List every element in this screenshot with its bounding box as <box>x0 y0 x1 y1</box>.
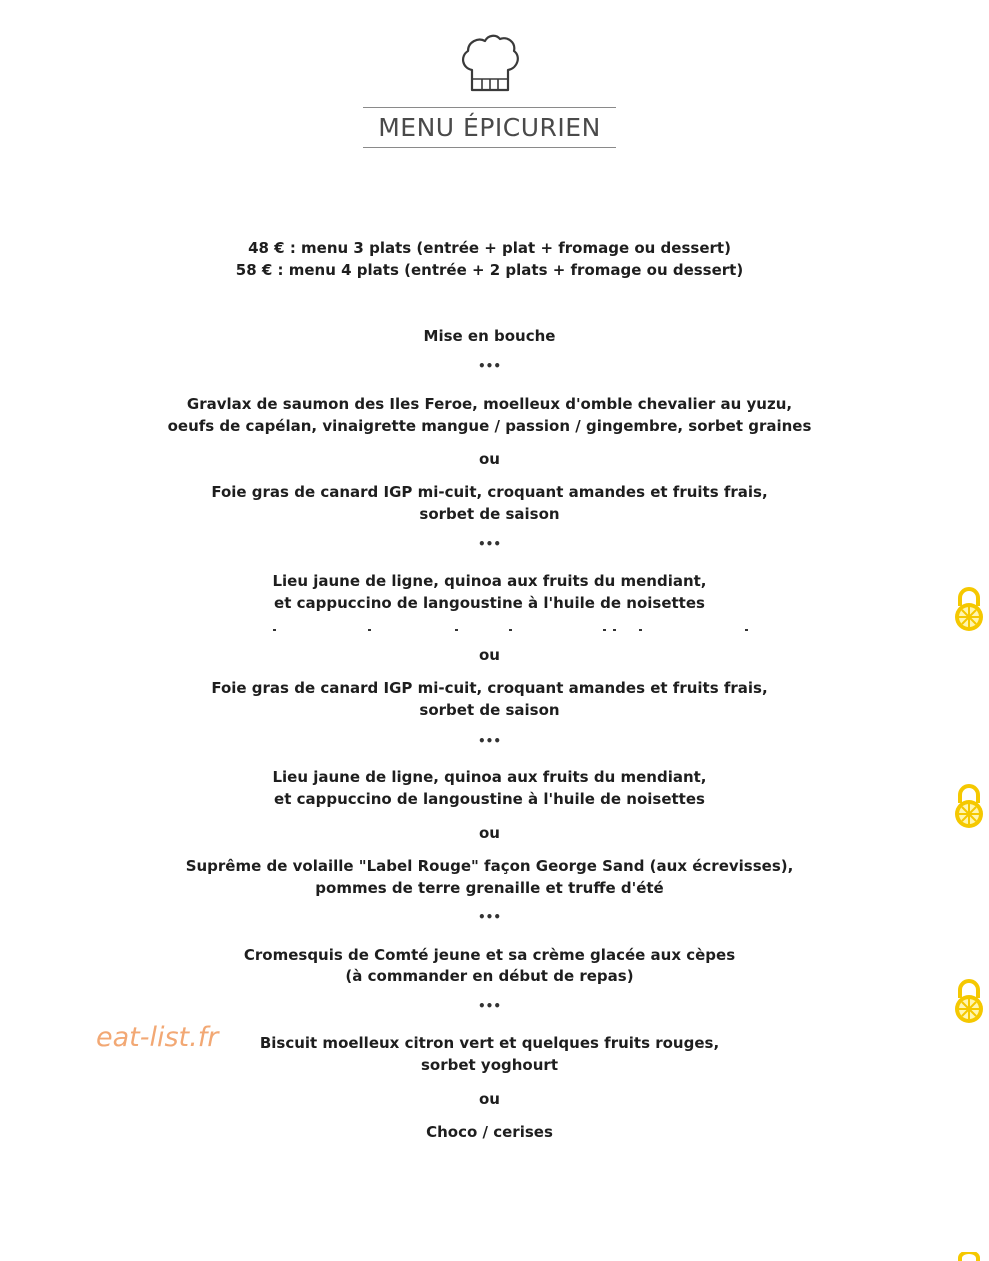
or-separator: ou <box>479 646 500 664</box>
dessert1-line1: Biscuit moelleux citron vert et quelques fruits rouges, <box>259 1034 720 1052</box>
separator-dots: ••• <box>477 734 501 748</box>
fish1-line1: Lieu jaune de ligne, quinoa aux fruits du mendiant, <box>272 572 707 590</box>
menu-title-box <box>363 107 616 148</box>
chef-hat-icon <box>458 34 522 94</box>
lemon-lock-icon <box>952 783 986 829</box>
lemon-lock-icon <box>952 978 986 1024</box>
price-line-4-courses: 58 € : menu 4 plats (entrée + 2 plats + fromage ou dessert) <box>235 261 744 279</box>
or-separator: ou <box>479 1090 500 1108</box>
main-line1: Suprême de volaille "Label Rouge" façon George Sand (aux écrevisses), <box>185 857 794 875</box>
lemon-lock-icon <box>952 1252 986 1261</box>
separator-dots: ••• <box>477 999 501 1013</box>
cheese-line2: (à commander en début de repas) <box>345 967 634 985</box>
starter1-line1: Gravlax de saumon des Iles Feroe, moelleux d'omble chevalier au yuzu, <box>186 395 793 413</box>
dessert1-line2: sorbet yoghourt <box>421 1056 558 1074</box>
separator-dots: ••• <box>477 910 501 924</box>
price-line-3-courses: 48 € : menu 3 plats (entrée + plat + fromage ou dessert) <box>248 239 731 257</box>
separator-dots: ••• <box>477 359 501 373</box>
starter2-line1: Foie gras de canard IGP mi-cuit, croquant amandes et fruits frais, <box>211 483 768 501</box>
page-title: MENU ÉPICURIEN <box>378 113 601 142</box>
starter2-repeat-line1: Foie gras de canard IGP mi-cuit, croquant amandes et fruits frais, <box>211 679 768 697</box>
starter2-repeat-line2: sorbet de saison <box>419 701 560 719</box>
fish1-line2: et cappuccino de langoustine à l'huile de noisettes <box>274 594 705 612</box>
or-separator: ou <box>479 824 500 842</box>
fish2-line1: Lieu jaune de ligne, quinoa aux fruits du mendiant, <box>272 768 707 786</box>
scan-artifact <box>273 628 753 632</box>
dessert2-line: Choco / cerises <box>426 1123 553 1141</box>
lemon-lock-icon <box>952 586 986 632</box>
starter1-line2: oeufs de capélan, vinaigrette mangue / passion / gingembre, sorbet graines <box>167 417 812 435</box>
course-amuse: Mise en bouche <box>423 327 556 345</box>
watermark: eat-list.fr <box>96 1022 219 1053</box>
fish2-line2: et cappuccino de langoustine à l'huile de noisettes <box>274 790 705 808</box>
main-line2: pommes de terre grenaille et truffe d'été <box>315 879 664 897</box>
or-separator: ou <box>479 450 500 468</box>
cheese-line1: Cromesquis de Comté jeune et sa crème glacée aux cèpes <box>243 946 736 964</box>
separator-dots: ••• <box>477 537 501 551</box>
starter2-line2: sorbet de saison <box>419 505 560 523</box>
